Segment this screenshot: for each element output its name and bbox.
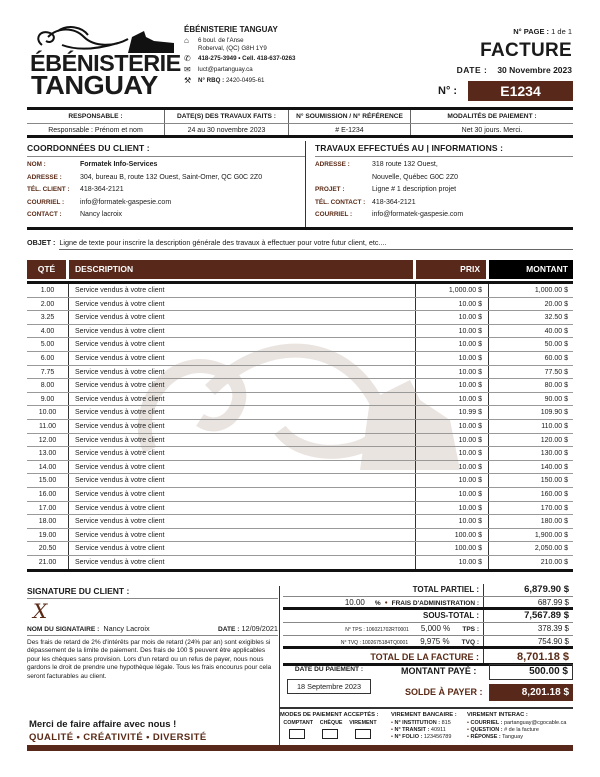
work-address-label: ADRESSE : xyxy=(315,161,350,168)
table-row xyxy=(27,393,573,407)
item-description: Service vendus à votre client xyxy=(69,379,416,392)
invoice-total-label: TOTAL DE LA FACTURE : xyxy=(283,649,484,663)
footer-bar xyxy=(27,745,573,751)
info-value-responsable: Responsable : Prénom et nom xyxy=(27,124,165,135)
item-description: Service vendus à votre client xyxy=(69,474,416,487)
item-amount: 90.00 $ xyxy=(544,395,568,403)
table-row xyxy=(27,352,573,366)
admin-value: 687.99 $ xyxy=(537,598,569,607)
admin-percent-sign: % xyxy=(374,600,381,607)
company-address-line1: 6 boul. de l'Anse xyxy=(198,37,244,44)
objet-value: Ligne de texte pour inscrire la description générale des travaux à effectuer pour votre futur client, etc.... xyxy=(59,238,573,250)
item-price: 10.00 $ xyxy=(416,434,489,447)
table-row xyxy=(27,461,573,475)
item-qty: 4.00 xyxy=(27,325,69,338)
info-header-responsable: RESPONSABLE : xyxy=(27,110,165,123)
item-qty: 1.00 xyxy=(27,284,69,297)
table-row xyxy=(27,488,573,502)
item-amount: 1,000.00 $ xyxy=(534,287,568,294)
item-description: Service vendus à votre client xyxy=(69,542,416,555)
column-header-description: DESCRIPTION xyxy=(69,260,413,279)
cheque-icon xyxy=(322,729,338,739)
info-value-dates: 24 au 30 novembre 2023 xyxy=(165,124,289,135)
client-contact-label: CONTACT : xyxy=(27,211,62,218)
bank-institution: 815 xyxy=(441,720,451,726)
client-name: Formatek Info-Services xyxy=(80,161,158,168)
company-name: ÉBÉNISTERIE TANGUAY xyxy=(184,25,278,34)
number-label: N° : xyxy=(438,85,458,97)
item-amount: 120.00 $ xyxy=(540,436,568,444)
work-project: Ligne # 1 description projet xyxy=(372,186,457,193)
client-title: COORDONNÉES DU CLIENT : xyxy=(27,141,305,157)
balance-due-value: 8,201.18 $ xyxy=(489,684,573,701)
company-address-line2: Roberval, (QC) G8H 1Y9 xyxy=(198,44,267,52)
objet-label: OBJET : xyxy=(27,238,56,247)
table-row xyxy=(27,556,573,570)
item-amount: 130.00 $ xyxy=(540,450,568,458)
item-price: 10.00 $ xyxy=(416,556,489,570)
document-title: FACTURE xyxy=(480,40,572,61)
info-header-dates: DATE(S) DES TRAVAUX FAITS : xyxy=(165,110,289,123)
item-amount: 2,050.00 $ xyxy=(534,545,568,553)
item-qty: 8.00 xyxy=(27,379,69,392)
soustotal-label: SOUS-TOTAL : xyxy=(283,610,484,622)
item-qty: 20.50 xyxy=(27,542,69,555)
client-phone-label: TÉL. CLIENT : xyxy=(27,186,70,193)
slogan: QUALITÉ • CRÉATIVITÉ • DIVERSITÉ xyxy=(29,732,207,743)
bank-transit: 40911 xyxy=(430,727,446,733)
payment-methods: MODES DE PAIEMENT ACCEPTÉS : COMPTANT CHÈQUE VIREMENT VIREMENT BANCAIRE : • N° INSTITUTION : 815 • N° TRANSIT : 40911 • N° FOLIO : 123456789 VIREMENT INTERAC : • COURRIEL : partanguay@cgocable.ca • QUESTION : # de la facture • RÉPONSE : Tanguay xyxy=(280,707,573,741)
item-price: 10.00 $ xyxy=(416,379,489,392)
table-row xyxy=(27,474,573,488)
rbq-value: 2420-0495-61 xyxy=(225,77,265,84)
item-price: 10.00 $ xyxy=(416,393,489,406)
signer-name: Nancy Lacroix xyxy=(103,624,150,633)
info-table xyxy=(27,107,573,138)
signature-title: SIGNATURE DU CLIENT : xyxy=(27,586,278,599)
item-qty: 17.00 xyxy=(27,502,69,515)
work-email[interactable]: info@formatek-gaspesie.com xyxy=(372,211,464,218)
balance-due-label: SOLDE À PAYER : xyxy=(405,687,483,697)
item-description: Service vendus à votre client xyxy=(69,556,416,570)
item-price: 10.00 $ xyxy=(416,488,489,501)
company-logo xyxy=(28,25,181,100)
item-qty: 18.00 xyxy=(27,515,69,528)
table-row xyxy=(27,298,573,312)
table-row xyxy=(27,338,573,352)
signature-date: 12/09/2021 xyxy=(241,624,278,633)
item-description: Service vendus à votre client xyxy=(69,284,416,297)
item-price: 10.00 $ xyxy=(416,515,489,528)
table-row xyxy=(27,420,573,434)
tvq-value: 754.90 $ xyxy=(537,637,569,646)
item-price: 10.99 $ xyxy=(416,406,489,419)
item-description: Service vendus à votre client xyxy=(69,352,416,365)
bank-transfer-title: VIREMENT BANCAIRE : xyxy=(391,712,457,718)
item-qty: 19.00 xyxy=(27,529,69,542)
item-qty: 11.00 xyxy=(27,420,69,433)
item-price: 10.00 $ xyxy=(416,420,489,433)
item-amount: 1,900.00 $ xyxy=(534,531,568,539)
tvq-number: N° TVQ : 1002675184TQ0001 xyxy=(340,640,409,646)
item-price: 10.00 $ xyxy=(416,461,489,474)
item-price: 1,000.00 $ xyxy=(416,284,489,297)
client-contact: Nancy lacroix xyxy=(80,211,123,218)
tvq-percent: 9,975 % xyxy=(420,637,450,646)
column-header-amount: MONTANT xyxy=(489,260,573,279)
cash-icon xyxy=(289,729,305,739)
tools-icon: ⚒ xyxy=(184,76,192,85)
home-icon: ⌂ xyxy=(184,36,189,45)
client-address: 304, bureau B, route 132 Ouest, Saint-Omer, QC G0C 2Z0 xyxy=(80,173,263,181)
item-description: Service vendus à votre client xyxy=(69,298,416,311)
interac-answer: Tanguay xyxy=(502,734,523,740)
signature-date-label: DATE : xyxy=(217,626,240,633)
payment-date-label: DATE DU PAIEMENT : xyxy=(294,666,364,673)
interac-title: VIREMENT INTERAC : xyxy=(467,712,528,718)
thanks-message: Merci de faire affaire avec nous ! xyxy=(29,719,177,730)
table-row xyxy=(27,406,573,420)
item-description: Service vendus à votre client xyxy=(69,325,416,338)
item-amount: 150.00 $ xyxy=(540,477,568,485)
interac-email-label: COURRIEL : xyxy=(470,720,503,726)
item-price: 10.00 $ xyxy=(416,338,489,351)
client-email[interactable]: info@formatek-gaspesie.com xyxy=(80,198,172,206)
work-title: TRAVAUX EFFECTUÉS AU | INFORMATIONS : xyxy=(315,141,573,157)
item-description: Service vendus à votre client xyxy=(69,366,416,379)
interac-question: # de la facture xyxy=(504,727,539,733)
item-description: Service vendus à votre client xyxy=(69,393,416,406)
interac-answer-label: RÉPONSE : xyxy=(470,734,501,740)
item-amount: 32.50 $ xyxy=(544,314,568,322)
item-description: Service vendus à votre client xyxy=(69,406,416,419)
item-amount: 20.00 $ xyxy=(544,300,568,308)
date-label: DATE : xyxy=(456,65,488,75)
work-address-line2: Nouvelle, Québec G0C 2Z0 xyxy=(372,173,458,181)
company-info xyxy=(184,25,295,88)
bank-folio-label: N° FOLIO : xyxy=(394,734,423,740)
item-qty: 16.00 xyxy=(27,488,69,501)
invoice-number xyxy=(438,80,573,102)
work-address-line1: 318 route 132 Ouest, xyxy=(372,161,438,168)
rbq-label: N° RBQ : xyxy=(198,77,225,84)
tps-number: N° TPS : 106021702RT0001 xyxy=(345,627,409,633)
table-row xyxy=(27,502,573,516)
item-qty: 15.00 xyxy=(27,474,69,487)
item-amount: 77.50 $ xyxy=(544,368,568,376)
item-amount: 80.00 $ xyxy=(544,382,568,390)
item-description: Service vendus à votre client xyxy=(69,515,416,528)
item-amount: 60.00 $ xyxy=(544,354,568,362)
work-email-label: COURRIEL : xyxy=(315,211,353,218)
mode-transfer-label: VIREMENT xyxy=(349,720,377,726)
item-price: 10.00 $ xyxy=(416,366,489,379)
item-qty: 6.00 xyxy=(27,352,69,365)
item-qty: 7.75 xyxy=(27,366,69,379)
amount-paid-label: MONTANT PAYÉ : xyxy=(401,666,477,676)
item-price: 100.00 $ xyxy=(416,529,489,542)
invoice-date xyxy=(457,65,572,75)
item-amount: 50.00 $ xyxy=(544,341,568,349)
phone-icon: ✆ xyxy=(184,54,191,63)
page-number xyxy=(513,27,572,36)
transfer-icon xyxy=(355,729,371,739)
tps-label: TPS : xyxy=(462,626,479,633)
client-email-label: COURRIEL : xyxy=(27,198,65,206)
signature-section xyxy=(27,586,278,681)
tps-percent: 5,000 % xyxy=(420,624,451,633)
payment-date-field[interactable]: 18 Septembre 2023 xyxy=(287,679,371,694)
items-body xyxy=(27,281,573,572)
company-email[interactable]: luct@partanguay.ca xyxy=(198,66,253,73)
totals-section xyxy=(283,584,573,666)
payment-modes-title: MODES DE PAIEMENT ACCEPTÉS : xyxy=(280,712,379,718)
bank-folio: 123456789 xyxy=(423,734,452,740)
tvq-label: TVQ : xyxy=(461,639,479,646)
item-amount: 210.00 $ xyxy=(540,558,568,566)
item-description: Service vendus à votre client xyxy=(69,434,416,447)
table-row xyxy=(27,447,573,461)
signature-mark[interactable]: X xyxy=(33,599,48,623)
mode-cheque-label: CHÈQUE xyxy=(319,720,343,726)
table-row xyxy=(27,284,573,298)
item-amount: 109.90 $ xyxy=(540,409,568,417)
item-price: 10.00 $ xyxy=(416,474,489,487)
table-row xyxy=(27,515,573,529)
amount-paid-field[interactable]: 500.00 $ xyxy=(489,664,573,680)
work-location xyxy=(306,141,573,227)
logo-text-line2: TANGUAY xyxy=(31,70,158,100)
work-empty-label xyxy=(315,172,372,185)
item-amount: 170.00 $ xyxy=(540,504,568,512)
client-name-label: NOM : xyxy=(27,161,46,168)
work-project-label: PROJET : xyxy=(315,186,345,193)
envelope-icon: ✉ xyxy=(184,65,191,74)
table-row xyxy=(27,434,573,448)
admin-percent: 10.00 xyxy=(344,598,365,607)
table-row xyxy=(27,366,573,380)
item-qty: 9.00 xyxy=(27,393,69,406)
item-qty: 5.00 xyxy=(27,338,69,351)
item-qty: 14.00 xyxy=(27,461,69,474)
client-phone: 418-364-2121 xyxy=(80,186,124,193)
client-details xyxy=(27,141,306,227)
soustotal-value: 7,567.89 $ xyxy=(524,610,569,621)
item-price: 10.00 $ xyxy=(416,502,489,515)
item-description: Service vendus à votre client xyxy=(69,461,416,474)
items-table xyxy=(27,260,573,572)
item-description: Service vendus à votre client xyxy=(69,502,416,515)
info-value-reference: # E-1234 xyxy=(289,124,411,135)
item-description: Service vendus à votre client xyxy=(69,488,416,501)
item-qty: 10.00 xyxy=(27,406,69,419)
client-address-label: ADRESSE : xyxy=(27,173,62,181)
objet-row xyxy=(27,238,573,250)
info-value-payment-terms: Net 30 jours. Merci. xyxy=(461,127,523,134)
item-amount: 40.00 $ xyxy=(544,327,568,335)
item-qty: 21.00 xyxy=(27,556,69,570)
page-label: N° PAGE : xyxy=(513,27,550,36)
column-header-price: PRIX xyxy=(416,260,486,279)
admin-label: FRAIS D'ADMINISTRATION : xyxy=(391,600,479,607)
item-qty: 2.00 xyxy=(27,298,69,311)
bank-transit-label: N° TRANSIT : xyxy=(394,727,430,733)
item-amount: 160.00 $ xyxy=(540,490,568,498)
interac-email[interactable]: partanguay@cgocable.ca xyxy=(503,720,567,726)
bank-institution-label: N° INSTITUTION : xyxy=(394,720,441,726)
signer-label: NOM DU SIGNATAIRE : xyxy=(27,626,100,633)
info-header-payment-terms: MODALITÉS DE PAIEMENT : xyxy=(447,113,537,120)
item-qty: 13.00 xyxy=(27,447,69,460)
bullet-icon: • xyxy=(382,598,390,607)
item-description: Service vendus à votre client xyxy=(69,529,416,542)
payment-status xyxy=(283,664,573,704)
tps-value: 378.39 $ xyxy=(537,624,569,633)
item-price: 10.00 $ xyxy=(416,325,489,338)
thanks-block xyxy=(29,719,207,743)
item-amount: 140.00 $ xyxy=(540,463,568,471)
table-row xyxy=(27,325,573,339)
mode-cash-label: COMPTANT xyxy=(283,720,313,726)
payment-terms-text: Des frais de retard de 2% d'intérêts par mois de retard (24% par an) sont exigibles si dépassement de la limite de paiement. Des frais de 100 $ peuvent être applicables pour les chèques sans provision. Lors d'un retard ou un refus de payer, nous nous gardons le droit de prendre une hypothèque légale. Tous les frais encourus pour cela seront facturables au client. xyxy=(27,639,272,680)
interac-question-label: QUESTION : xyxy=(470,727,503,733)
item-price: 10.00 $ xyxy=(416,352,489,365)
client-section xyxy=(27,141,573,230)
item-qty: 3.25 xyxy=(27,311,69,324)
item-qty: 12.00 xyxy=(27,434,69,447)
item-description: Service vendus à votre client xyxy=(69,420,416,433)
invoice-total-value: 8,701.18 $ xyxy=(517,651,569,663)
logo-text-line1: ÉBÉNISTERIE xyxy=(30,50,181,76)
work-phone: 418-364-2121 xyxy=(372,198,416,206)
table-row xyxy=(27,542,573,556)
company-phone: 418-275-3949 • Cell. 418-637-0263 xyxy=(198,55,296,62)
table-row xyxy=(27,311,573,325)
info-header-reference: N° SOUMISSION / N° RÉFÉRENCE xyxy=(289,110,411,123)
item-price: 10.00 $ xyxy=(416,447,489,460)
number-value: E1234 xyxy=(468,81,573,101)
work-phone-label: TÉL. CONTACT : xyxy=(315,198,366,206)
item-price: 10.00 $ xyxy=(416,298,489,311)
page-value: 1 de 1 xyxy=(551,27,572,36)
item-price: 100.00 $ xyxy=(416,542,489,555)
item-description: Service vendus à votre client xyxy=(69,447,416,460)
item-description: Service vendus à votre client xyxy=(69,311,416,324)
date-value: 30 Novembre 2023 xyxy=(497,65,572,75)
table-row xyxy=(27,379,573,393)
item-amount: 110.00 $ xyxy=(541,422,568,430)
subtotal-value: 6,879.90 $ xyxy=(524,584,569,595)
item-amount: 180.00 $ xyxy=(540,518,568,526)
column-header-qty: QTÉ xyxy=(27,260,66,279)
subtotal-label: TOTAL PARTIEL : xyxy=(283,584,484,596)
item-price: 10.00 $ xyxy=(416,311,489,324)
item-description: Service vendus à votre client xyxy=(69,338,416,351)
table-row xyxy=(27,529,573,543)
